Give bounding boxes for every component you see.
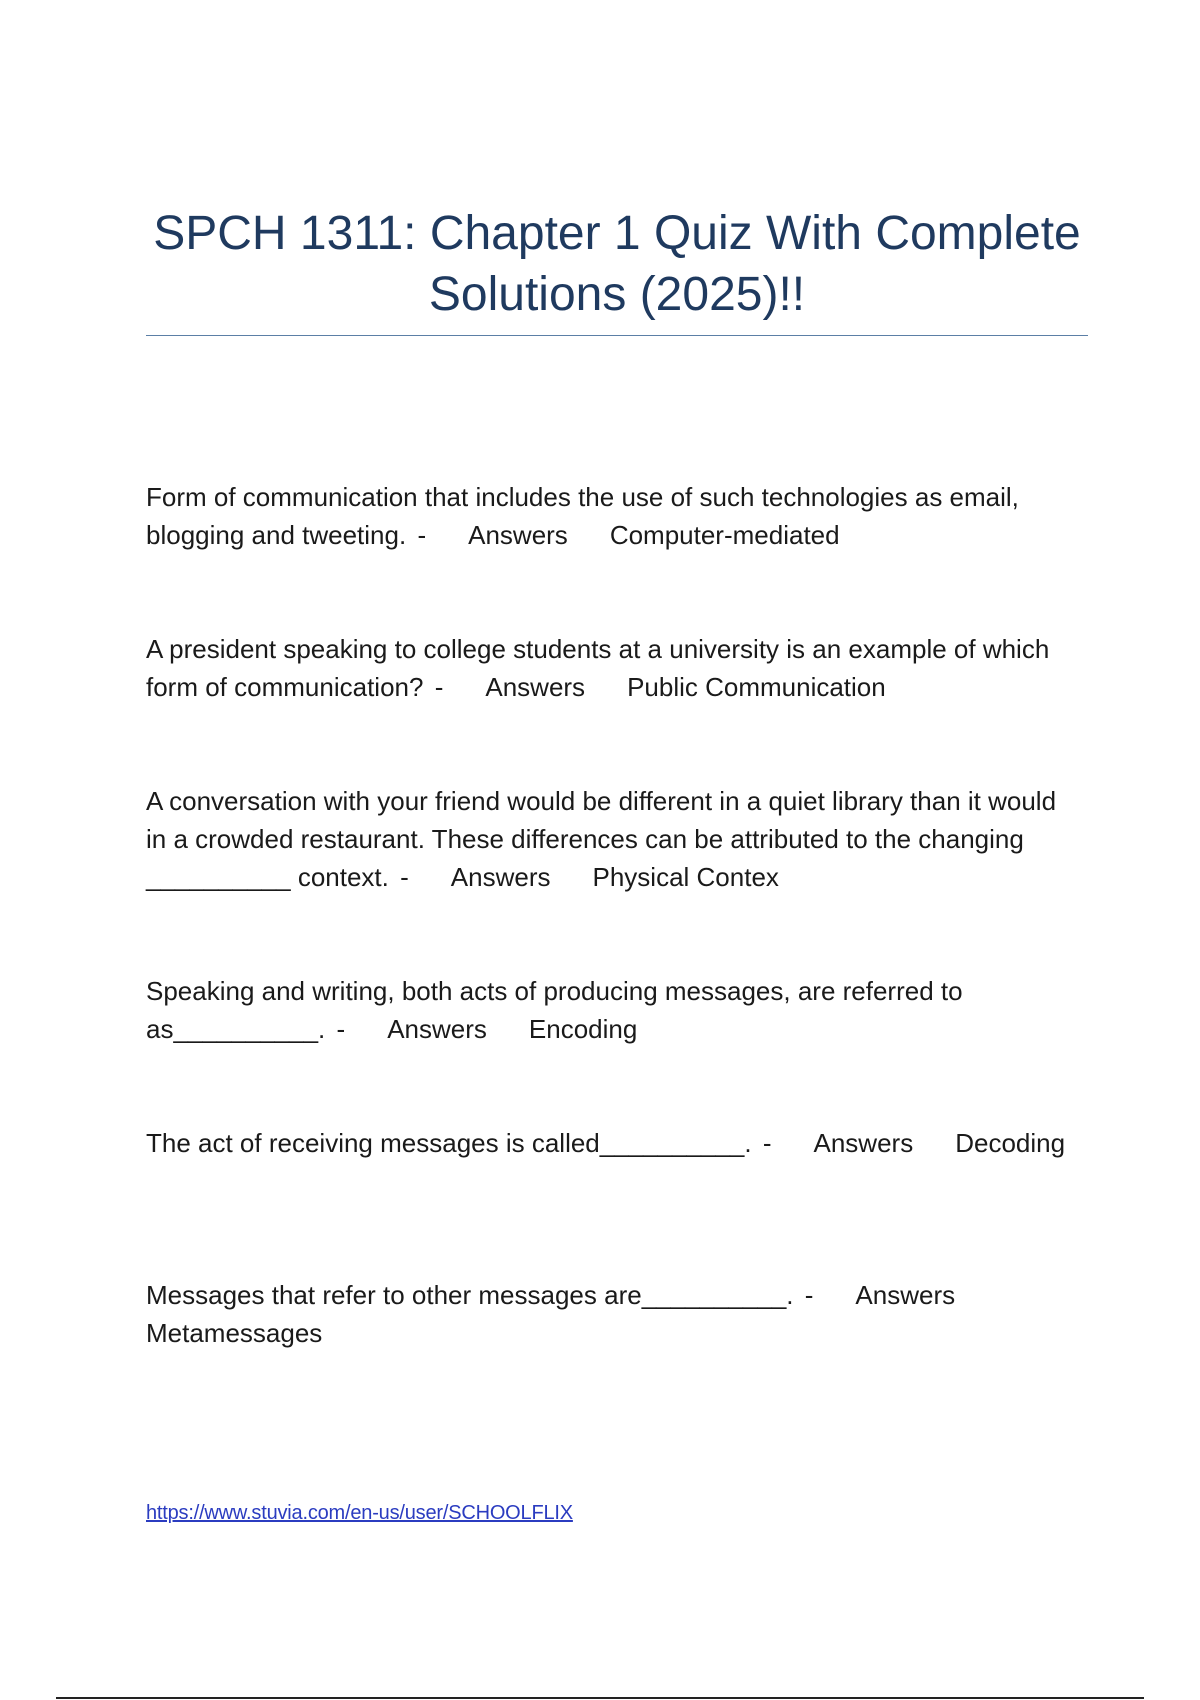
- answer-text: Physical Contex: [592, 862, 779, 892]
- answer-label: Answers: [468, 520, 568, 550]
- qa-item-6: [146, 1276, 1076, 1352]
- question-text: Speaking and writing, both acts of producing messages, are referred to as__________.: [146, 976, 963, 1044]
- qa-item-5: [146, 1124, 1076, 1162]
- separator: -: [417, 520, 427, 550]
- answer-text: Computer-mediated: [609, 520, 840, 550]
- question-text: A conversation with your friend would be different in a quiet library than it would in a crowded restaurant. These differences can be attributed to the changing __________ context.: [146, 786, 1057, 892]
- qa-item-2: [146, 630, 1076, 706]
- answer-label: Answers: [855, 1280, 956, 1310]
- separator: -: [762, 1128, 772, 1158]
- qa-item-3: [146, 782, 1076, 896]
- answer-text: Public Communication: [627, 672, 886, 702]
- answer-label: Answers: [450, 862, 551, 892]
- qa-item-4: [146, 972, 1076, 1048]
- answer-text: Decoding: [955, 1128, 1066, 1158]
- answer-label: Answers: [387, 1014, 487, 1044]
- answer-text: Metamessages: [146, 1318, 323, 1348]
- document-title: SPCH 1311: Chapter 1 Quiz With Complete Solutions (2025)!!: [153, 207, 1081, 321]
- footer-link[interactable]: https://www.stuvia.com/en-us/user/SCHOOLFLIX: [146, 1502, 573, 1524]
- question-text: Form of communication that includes the use of such technologies as email, blogging and tweeting.: [146, 482, 1019, 550]
- question-text: A president speaking to college students at a university is an example of which form of communication?: [146, 634, 1050, 702]
- question-text: The act of receiving messages is called__________.: [146, 1128, 752, 1158]
- title-underline: [146, 335, 1088, 336]
- answer-label: Answers: [485, 672, 586, 702]
- qa-item-1: [146, 478, 1076, 554]
- separator: -: [804, 1280, 814, 1310]
- separator: -: [400, 862, 409, 892]
- answer-label: Answers: [813, 1128, 914, 1158]
- separator: -: [434, 672, 444, 702]
- question-text: Messages that refer to other messages are__________.: [146, 1280, 794, 1310]
- separator: -: [336, 1014, 346, 1044]
- answer-text: Encoding: [528, 1014, 638, 1044]
- page-bottom-rule: [56, 1697, 1144, 1699]
